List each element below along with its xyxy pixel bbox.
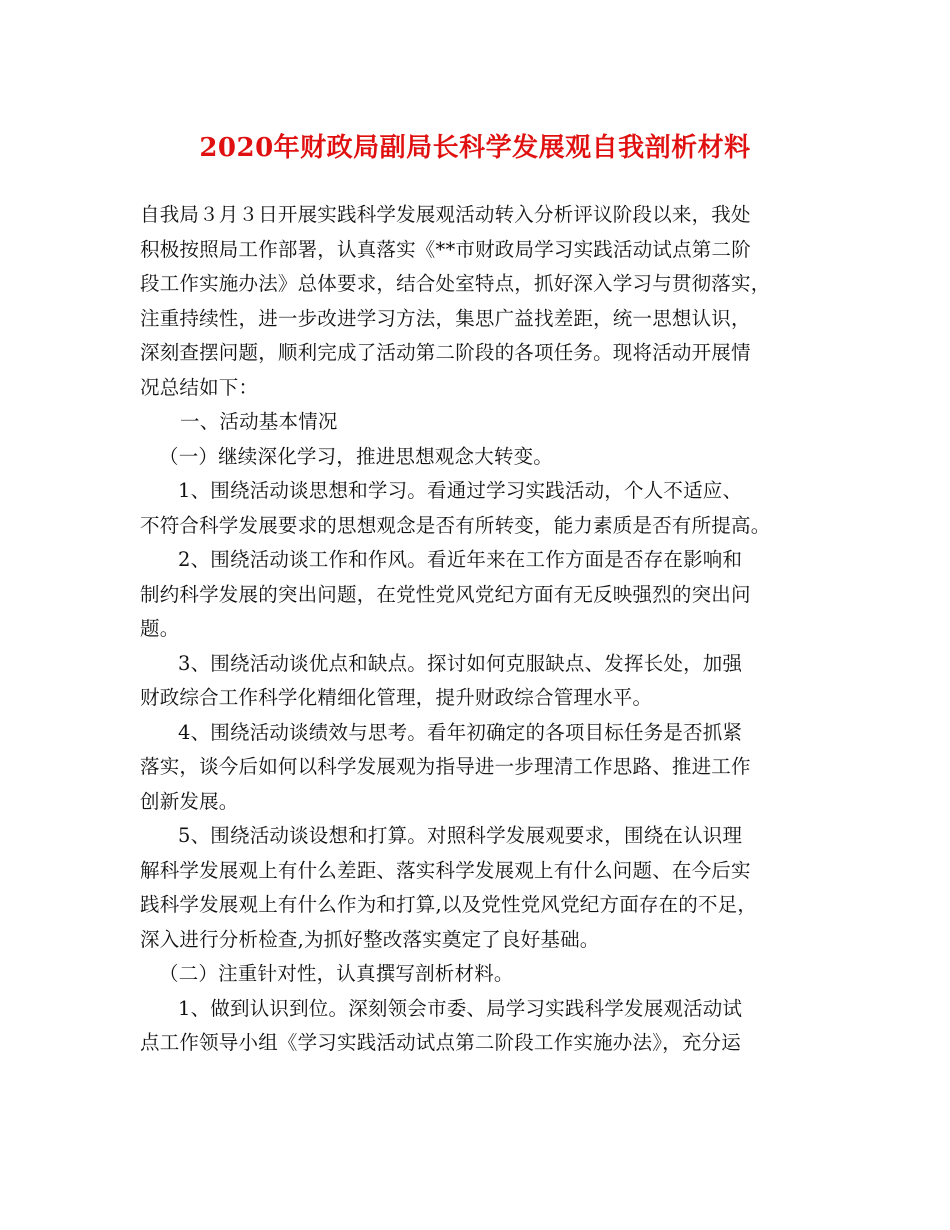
body-line: 自我局３月３日开展实践科学发展观活动转入分析评议阶段以来，我处 bbox=[140, 203, 751, 226]
body-line: 制约科学发展的突出问题，在党性党风党纪方面有无反映强烈的突出问 bbox=[140, 582, 751, 606]
body-line: 4、围绕活动谈绩效与思考。看年初确定的各项目标任务是否抓紧 bbox=[178, 720, 743, 744]
body-line: 落实，谈今后如何以科学发展观为指导进一步理清工作思路、推进工作 bbox=[140, 755, 751, 778]
body-line: 3、围绕活动谈优点和缺点。探讨如何克服缺点、发挥长处，加强 bbox=[178, 651, 743, 675]
section-heading: 一、活动基本情况 bbox=[180, 410, 338, 433]
body-line: 不符合科学发展要求的思想观念是否有所转变，能力素质是否有所提高。 bbox=[140, 513, 771, 537]
body-line: 践科学发展观上有什么作为和打算,以及党性党风党纪方面存在的不足， bbox=[140, 893, 758, 916]
body-line: 深入进行分析检查,为抓好整改落实奠定了良好基础。 bbox=[140, 927, 600, 951]
body-line: 深刻查摆问题，顺利完成了活动第二阶段的各项任务。现将活动开展情 bbox=[140, 341, 751, 364]
subsection-heading: （二）注重针对性，认真撰写剖析材料。 bbox=[159, 962, 514, 985]
body-line: 点工作领导小组《学习实践活动试点第二阶段工作实施办法》，充分运 bbox=[140, 1031, 741, 1054]
body-line: 1、围绕活动谈思想和学习。看通过学习实践活动，个人不适应、 bbox=[178, 479, 743, 502]
body-line: 创新发展。 bbox=[140, 789, 239, 813]
body-line: 注重持续性，进一步改进学习方法，集思广益找差距，统一思想认识， bbox=[140, 306, 751, 330]
subsection-heading: （一）继续深化学习，推进思想观念大转变。 bbox=[159, 444, 554, 468]
body-line: 况总结如下： bbox=[140, 375, 259, 399]
body-line: 段工作实施办法》总体要求，结合处室特点，抓好深入学习与贯彻落实， bbox=[140, 272, 771, 295]
body-line: 1、做到认识到位。深刻领会市委、局学习实践科学发展观活动试 bbox=[178, 996, 743, 1020]
document-title: 2020年财政局副局长科学发展观自我剖析材料 bbox=[199, 133, 751, 163]
body-line: 2、围绕活动谈工作和作风。看近年来在工作方面是否存在影响和 bbox=[178, 548, 743, 571]
body-line: 题。 bbox=[140, 617, 180, 640]
body-line: 解科学发展观上有什么差距、落实科学发展观上有什么问题、在今后实 bbox=[140, 858, 751, 882]
body-line: 财政综合工作科学化精细化管理，提升财政综合管理水平。 bbox=[140, 686, 653, 709]
body-line: 积极按照局工作部署，认真落实《**市财政局学习实践活动试点第二阶 bbox=[140, 237, 751, 261]
body-line: 5、围绕活动谈设想和打算。对照科学发展观要求，围绕在认识理 bbox=[178, 824, 743, 847]
document-body bbox=[140, 198, 820, 1061]
